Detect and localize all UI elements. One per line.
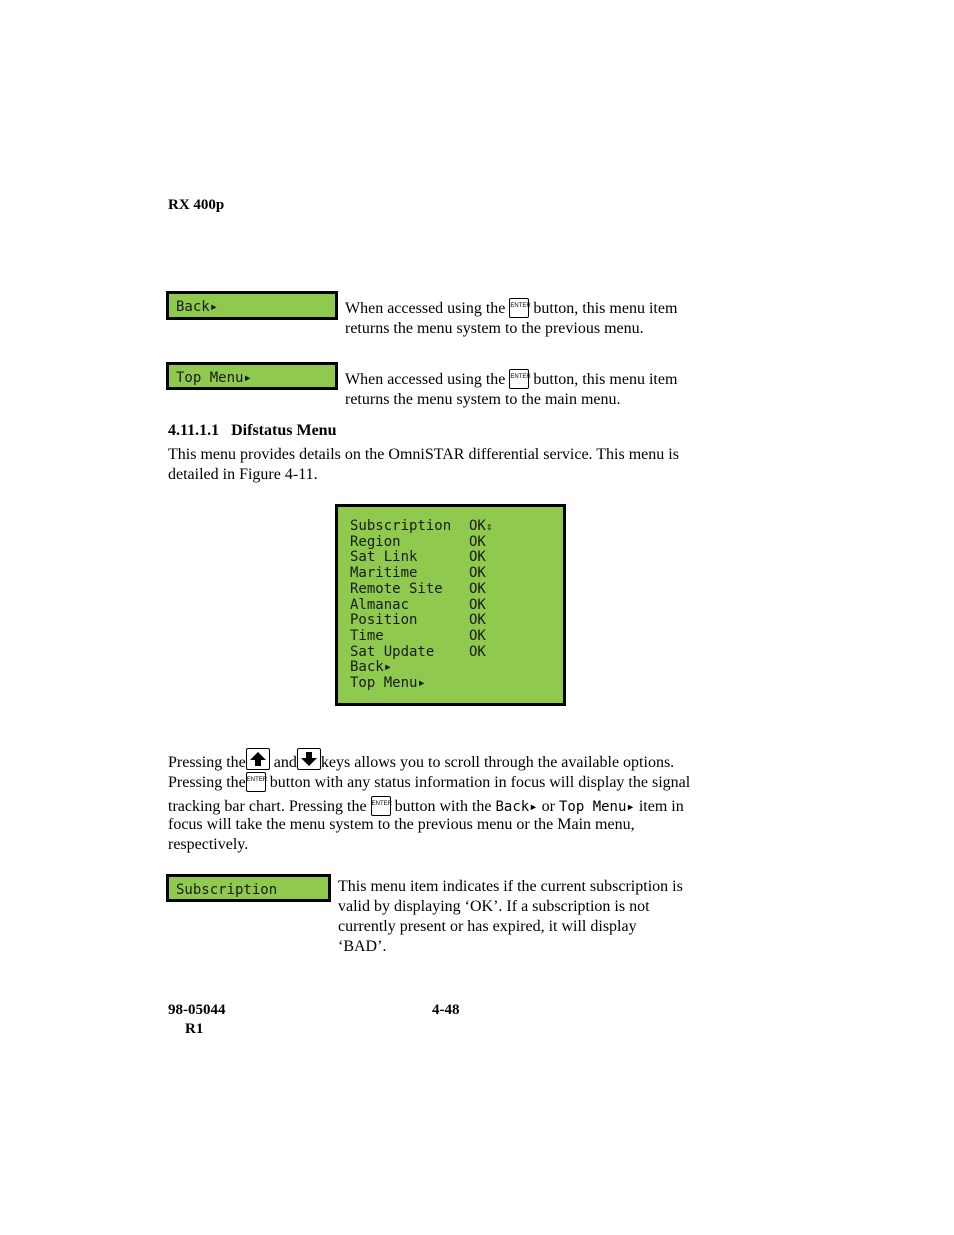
status-label: Time — [350, 627, 384, 644]
status-back-label: Back — [350, 659, 384, 676]
status-row — [350, 629, 492, 645]
status-row — [350, 645, 492, 661]
status-row — [350, 535, 492, 551]
status-value: OK — [469, 612, 486, 629]
submenu-arrow-icon: ▸ — [383, 659, 393, 676]
status-value: OK — [469, 580, 486, 597]
lcd-subscription-label: Subscription — [176, 882, 278, 898]
status-label: Remote Site — [350, 580, 443, 597]
difstatus-lcd-screen — [335, 504, 566, 706]
status-value: OK — [469, 627, 486, 644]
lcd-top-menu-item — [166, 362, 338, 390]
status-row — [350, 566, 492, 582]
footer-page-number: 4-48 — [432, 1002, 460, 1018]
status-list — [350, 519, 492, 692]
status-top-menu-label: Top Menu — [350, 675, 418, 692]
enter-key-icon: ENTER — [509, 369, 529, 389]
status-row — [350, 582, 492, 598]
lcd-back-item — [166, 291, 338, 320]
status-back-row — [350, 660, 492, 676]
back-item-description: When accessed using the ENTER button, this menu item returns the menu system to the previous menu. — [345, 300, 678, 337]
status-label: Region — [350, 533, 401, 550]
status-label: Position — [350, 612, 418, 629]
nav-line-1: Pressing the and keys allows you to scroll through the available options. — [168, 748, 788, 773]
status-row — [350, 550, 492, 566]
status-value: OK — [469, 596, 486, 613]
status-top-menu-row — [350, 676, 492, 692]
status-value: OK — [469, 643, 486, 660]
down-arrow-key-icon — [297, 748, 321, 770]
footer-doc-number: 98-05044 — [168, 1002, 226, 1018]
section-intro: This menu provides details on the OmniSTAR differential service. This menu is detailed in Figure 4-11. — [168, 446, 679, 483]
status-label: Sat Link — [350, 549, 418, 566]
status-value: OK — [469, 518, 486, 534]
enter-key-icon: ENTER — [509, 298, 529, 318]
nav-line-2: Pressing the ENTER button with any status information in focus will display the signal — [168, 774, 691, 791]
status-row — [350, 519, 492, 535]
nav-line-3: tracking bar chart. Pressing the ENTER button with the Back▸ or Top Menu▸ item in — [168, 798, 684, 815]
lcd-back-label: Back▸ — [176, 299, 219, 315]
status-value: OK — [469, 565, 486, 582]
lcd-top-menu-label: Top Menu▸ — [176, 370, 252, 386]
submenu-arrow-icon: ▸ — [417, 675, 426, 692]
status-row — [350, 613, 492, 629]
status-label: Maritime — [350, 565, 418, 582]
status-label: Sat Update — [350, 643, 435, 660]
status-row — [350, 598, 492, 614]
enter-key-icon: ENTER — [246, 772, 266, 792]
status-value: OK — [469, 549, 486, 566]
inline-top-menu-label: Top Menu▸ — [558, 799, 635, 815]
status-value: OK — [469, 533, 486, 550]
top-menu-item-description: When accessed using the ENTER button, this menu item returns the menu system to the main menu. — [345, 371, 678, 408]
section-heading: 4.11.1.1 Difstatus Menu — [168, 422, 337, 439]
up-arrow-key-icon — [246, 748, 270, 770]
nav-line-4: focus will take the menu system to the previous menu or the Main menu, respectively. — [168, 816, 635, 853]
status-label: Almanac — [350, 596, 410, 613]
scroll-indicator-icon: ⇕ — [485, 520, 493, 533]
status-label: Subscription — [350, 518, 452, 534]
inline-back-label: Back▸ — [495, 799, 538, 815]
enter-key-icon: ENTER — [371, 796, 391, 816]
lcd-subscription-item — [166, 874, 331, 902]
footer-revision: R1 — [185, 1021, 204, 1037]
header-model: RX 400p — [168, 197, 225, 213]
subscription-description: This menu item indicates if the current subscription is valid by displaying ‘OK’. If a subscription is not currently present or has expired, it will display ‘BAD’. — [338, 878, 683, 955]
